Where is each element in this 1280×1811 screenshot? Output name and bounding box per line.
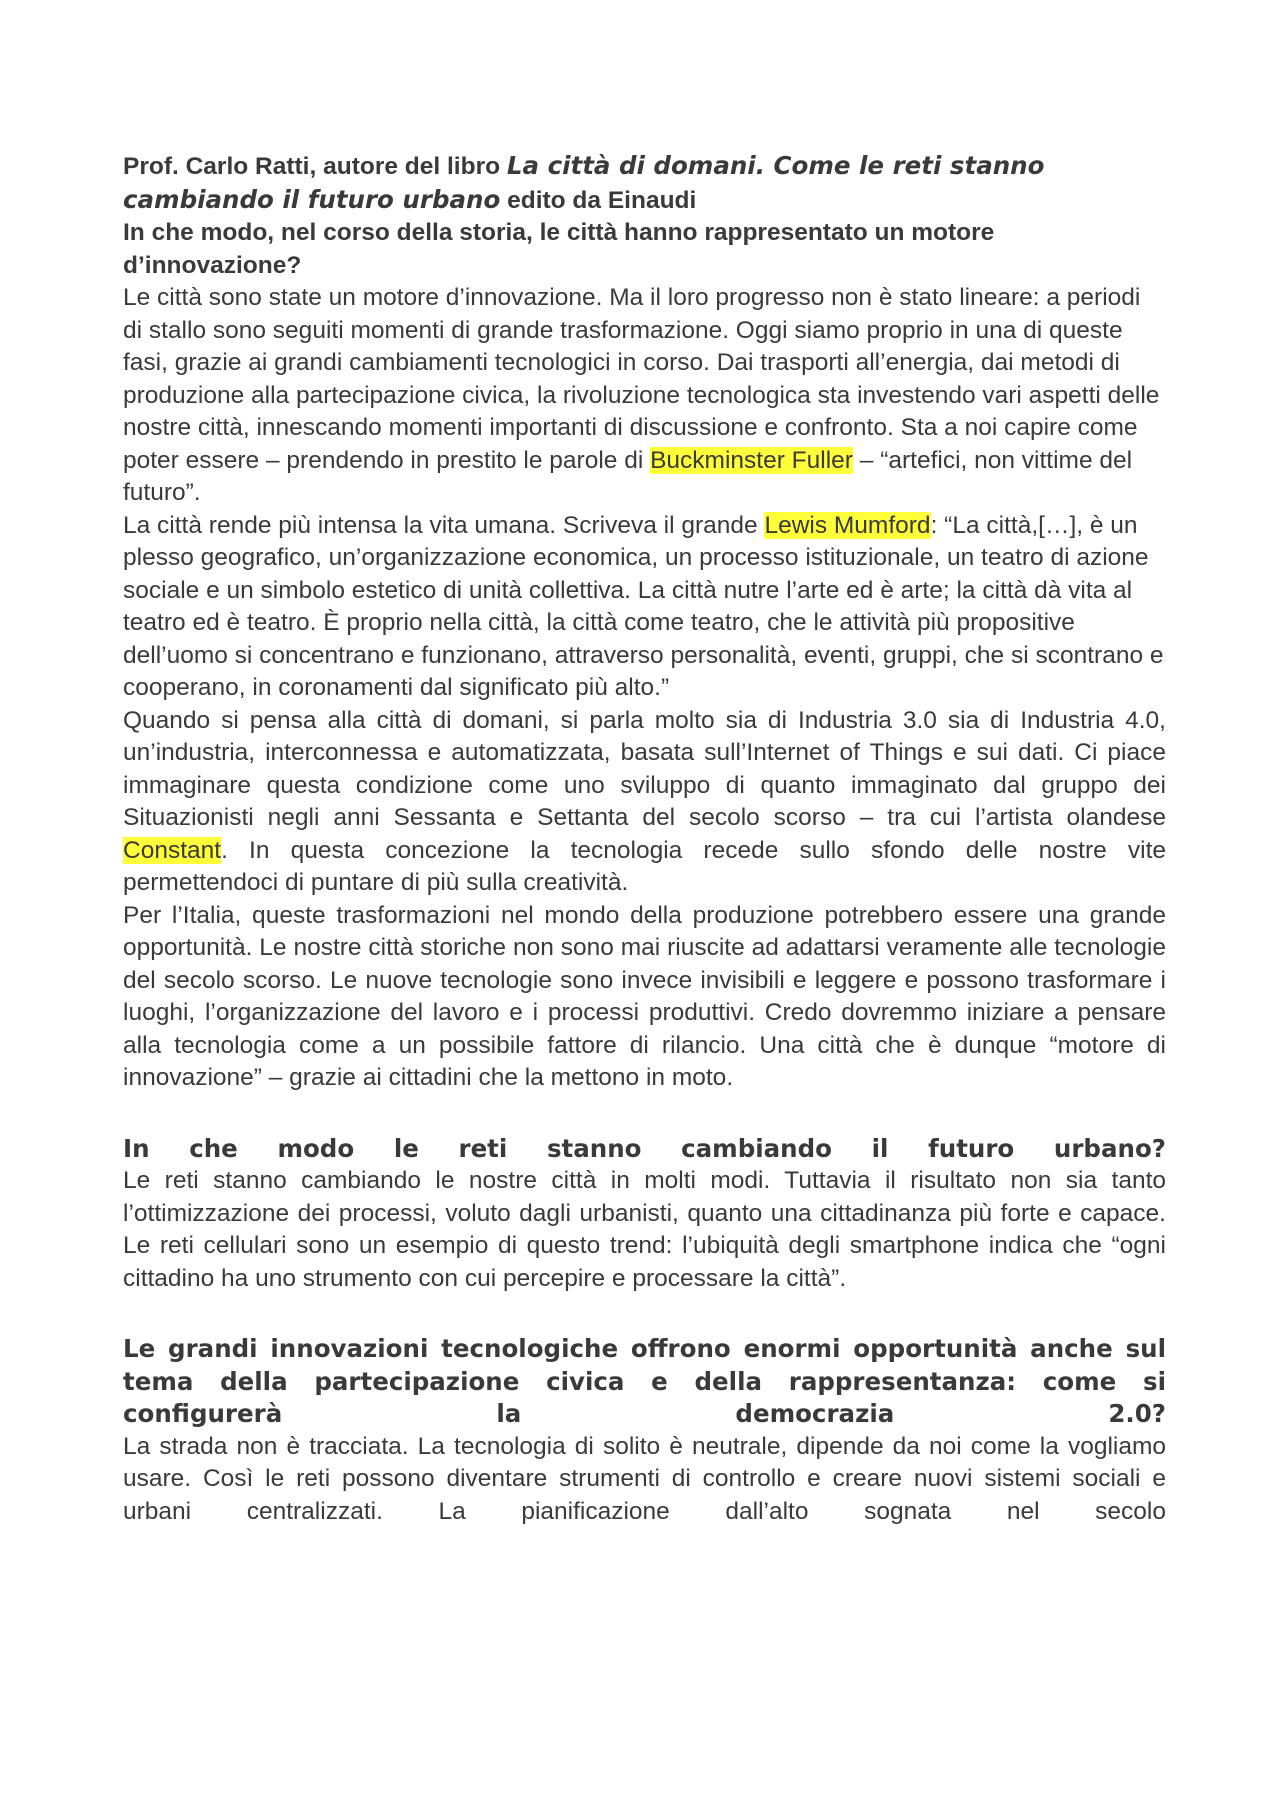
highlight-lewis-mumford: Lewis Mumford xyxy=(764,511,931,539)
paragraph-innovation xyxy=(123,282,1166,510)
paragraph-text: La città rende più intensa la vita umana. Scriveva il grande xyxy=(123,511,765,539)
question-democrazia: Le grandi innovazioni tecnologiche offrono enormi opportunità anche sul tema della partecipazione civica e della rappresentanza: come si configurerà la democrazia 2.0? xyxy=(123,1334,1166,1428)
paragraph-text: Quando si pensa alla città di domani, si parla molto sia di Industria 3.0 sia di Industria 4.0, un’industria, interconnessa e automatizzata, basata sull’Internet of Things e sui dati. Ci piace immaginare questa condizione come uno sviluppo di quanto immaginato dal gruppo dei Situazionisti negli anni Sessanta e Settanta del secolo scorso – tra cui l’artista olandese xyxy=(123,706,1166,831)
spacer xyxy=(123,1095,1166,1133)
article-header xyxy=(123,150,1166,217)
paragraph-text: – “artefici, non vittime del futuro”. xyxy=(123,446,1133,506)
question-history: In che modo, nel corso della storia, le città hanno rappresentato un motore d’innovazione? xyxy=(123,219,995,279)
paragraph-reti: Le reti stanno cambiando le nostre città in molti modi. Tuttavia il risultato non sia tanto l’ottimizzazione dei processi, voluto dagli urbanisti, quanto una cittadinanza più forte e capace. Le reti cellulari sono un esempio di questo trend: l’ubiquità degli smartphone indica che “ogni cittadino ha uno strumento con cui percepire e processare la città”. xyxy=(123,1167,1166,1292)
spacer xyxy=(123,1295,1166,1333)
paragraph-democrazia: La strada non è tracciata. La tecnologia di solito è neutrale, dipende da noi come la vogliamo usare. Così le reti possono diventare strumenti di controllo e creare nuovi sistemi sociali e urbani centralizzati. La pianificazione dall’alto sognata nel secolo xyxy=(123,1432,1166,1525)
header-suffix: edito da Einaudi xyxy=(500,186,697,214)
paragraph-italia: Per l’Italia, queste trasformazioni nel mondo della produzione potrebbero essere una grande opportunità. Le nostre città storiche non sono mai riuscite ad adattarsi veramente alle tecnologie del secolo scorso. Le nuove tecnologie sono invece invisibili e leggere e possono trasformare i luoghi, l’organizzazione del lavoro e i processi produttivi. Credo dovremmo iniziare a pensare alla tecnologia come a un possibile fattore di rilancio. Una città che è dunque “motore di innovazione” – grazie ai cittadini che la mettono in moto. xyxy=(123,901,1166,1091)
document-page xyxy=(123,150,1166,1528)
paragraph-text: Le città sono state un motore d’innovazione. Ma il loro progresso non è stato lineare: a periodi di stallo sono seguiti momenti di grande trasformazione. Oggi siamo proprio in una di queste fasi, grazie ai grandi cambiamenti tecnologici in corso. Dai trasporti all’energia, dai metodi di produzione alla partecipazione civica, la rivoluzione tecnologica sta investendo vari aspetti delle nostre città, innescando momenti importanti di discussione e confronto. Sta a noi capire come poter essere – prendendo in prestito le parole di xyxy=(123,284,1160,474)
paragraph-text: : “La città,[…], è un plesso geografico, un’organizzazione economica, un processo istituzionale, un teatro di azione sociale e un simbolo estetico di unità collettiva. La città nutre l’arte ed è arte; la città dà vita al teatro ed è teatro. È proprio nella città, la città come teatro, che le attività più propositive dell’uomo si concentrano e funzionano, attraverso personalità, eventi, gruppi, che si scontrano e cooperano, in coronamenti dal significato più alto.” xyxy=(123,511,1164,701)
paragraph-industria xyxy=(123,705,1166,900)
header-prefix: Prof. Carlo Ratti, autore del libro xyxy=(123,153,507,180)
paragraph-mumford xyxy=(123,510,1166,705)
question-reti: In che modo le reti stanno cambiando il futuro urbano? xyxy=(123,1133,1166,1163)
highlight-constant: Constant xyxy=(123,836,222,864)
paragraph-text: . In questa concezione la tecnologia recede sullo sfondo delle nostre vite permettendoci di puntare di più sulla creatività. xyxy=(123,836,1166,896)
highlight-buckminster-fuller: Buckminster Fuller xyxy=(650,446,853,474)
book-title: La città di domani. Come le reti stanno cambiando il futuro urbano xyxy=(123,151,1045,214)
